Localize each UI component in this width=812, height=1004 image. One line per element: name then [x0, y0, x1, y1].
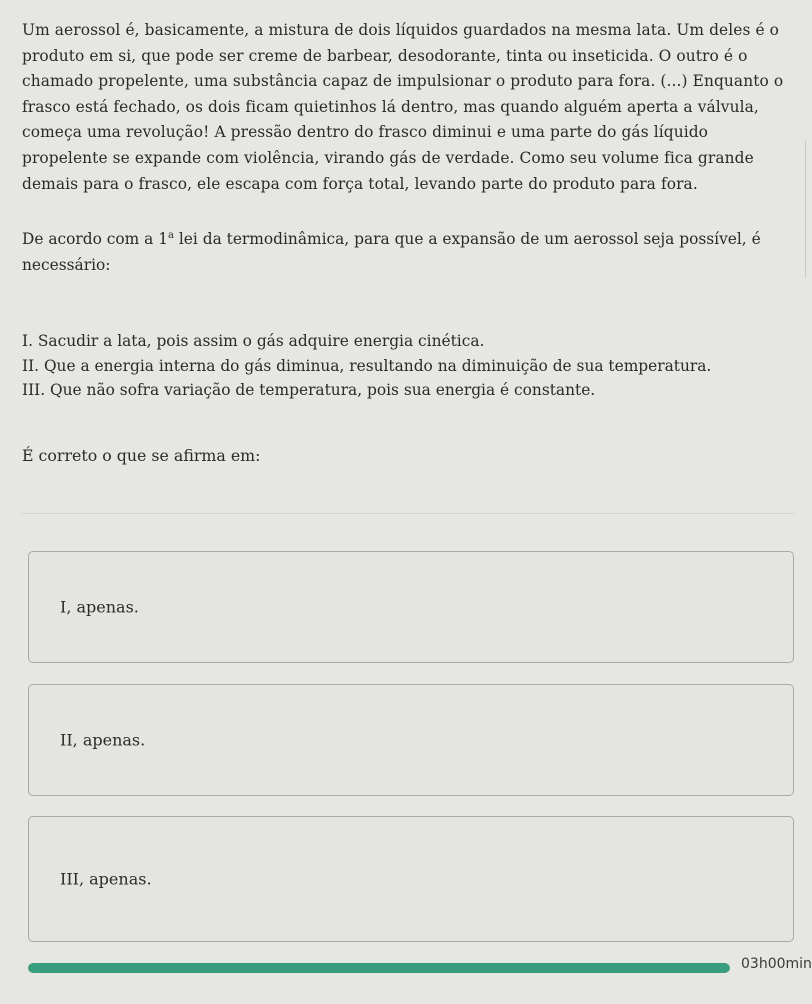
timer-text: 03h00min [741, 956, 812, 972]
progress-bar [28, 963, 730, 973]
answer-option-b[interactable] [28, 684, 794, 796]
answer-option-label: III, apenas. [60, 869, 152, 889]
statement-item: II. Que a energia interna do gás diminua, resultando na diminuição de sua temperatura. [22, 356, 712, 375]
scroll-edge [805, 140, 812, 278]
statements-list [22, 329, 794, 403]
question-prompt [22, 226, 794, 278]
answer-option-c[interactable] [28, 816, 794, 942]
statement-item: III. Que não sofra variação de temperatura, pois sua energia é constante. [22, 381, 596, 399]
statement-item: I. Sacudir a lata, pois assim o gás adquire energia cinética. [22, 332, 485, 350]
question-ask: É correto o que se afirma em: [22, 446, 261, 465]
question-paragraph: Um aerossol é, basicamente, a mistura de dois líquidos guardados na mesma lata. Um deles é o produto em si, que pode ser creme de barbear, desodorante, tinta ou inseticida. O outro é o chamado propelente, uma substância capaz de impulsionar o produto para fora. (...) Enquanto o frasco está fechado, os dois ficam quietinhos lá dentro, mas quando alguém aperta a válvula, começa uma revolução! A pressão dentro do frasco diminui e uma parte do gás líquido propelente se expande com violência, virando gás de verdade. Como seu volume fica grande demais para o frasco, ele escapa com força total, levando parte do produto para fora. [22, 21, 784, 193]
progress-fill [28, 963, 730, 973]
divider [22, 513, 794, 514]
answer-option-label: II, apenas. [60, 730, 146, 750]
prompt-superscript: a [168, 229, 174, 241]
answer-option-label: I, apenas. [60, 597, 139, 617]
prompt-after: lei da termodinâmica, para que a expansão de um aerossol seja possível, é necessário: [22, 230, 761, 274]
prompt-before: De acordo com a 1 [22, 230, 169, 248]
answer-option-a[interactable] [28, 551, 794, 663]
question-text [22, 18, 794, 197]
